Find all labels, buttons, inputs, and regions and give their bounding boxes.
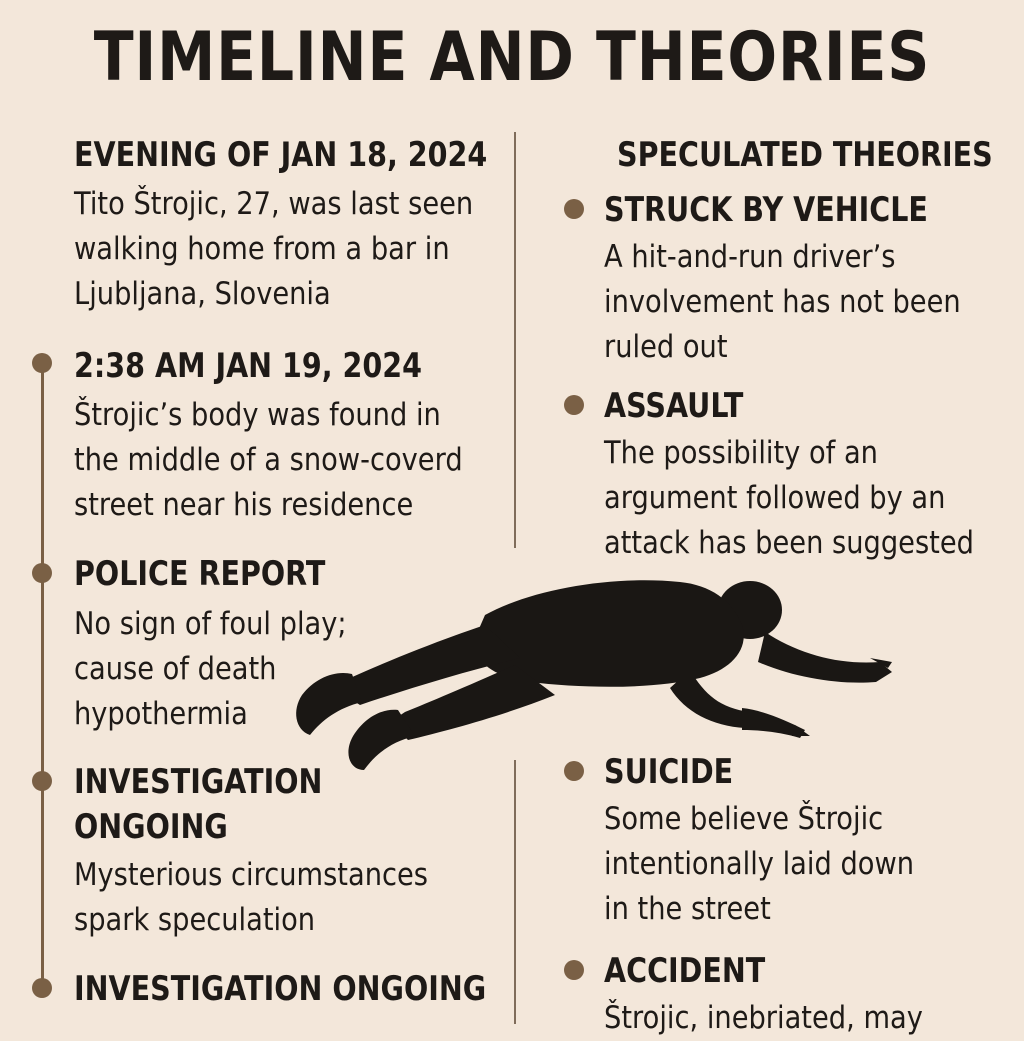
timeline-text-2a: Štrojic’s body was found in — [74, 397, 441, 433]
timeline-text-1a: Tito Štrojic, 27, was last seen — [74, 186, 474, 222]
lying-figure-silhouette-icon — [280, 570, 900, 780]
page-title: TIMELINE AND THEORIES — [93, 18, 931, 97]
timeline-text-1c: Ljubljana, Slovenia — [74, 276, 331, 312]
timeline-heading-4a: INVESTIGATION — [74, 762, 323, 802]
timeline-heading-1: EVENING OF JAN 18, 2024 — [74, 135, 488, 175]
column-divider-top — [514, 132, 516, 548]
theory-text-2a: The possibility of an — [604, 435, 878, 471]
timeline-dot-icon — [32, 978, 52, 998]
theories-header: SPECULATED THEORIES — [617, 135, 993, 175]
timeline-heading-4b: ONGOING — [74, 807, 228, 847]
timeline-text-3c: hypothermia — [74, 696, 248, 732]
timeline-dot-icon — [32, 771, 52, 791]
timeline-text-2b: the middle of a snow-coverd — [74, 442, 463, 478]
timeline-heading-3: POLICE REPORT — [74, 554, 326, 594]
theory-heading-4: ACCIDENT — [604, 951, 766, 991]
bullet-dot-icon — [564, 199, 584, 219]
timeline-text-4b: spark speculation — [74, 902, 316, 938]
column-divider-bottom — [514, 760, 516, 1024]
timeline-heading-2: 2:38 AM JAN 19, 2024 — [74, 346, 423, 386]
theory-heading-3: SUICIDE — [604, 752, 734, 792]
theory-text-1b: involvement has not been — [604, 284, 961, 320]
theory-heading-1: STRUCK BY VEHICLE — [604, 190, 928, 230]
timeline-line — [41, 362, 44, 990]
timeline-heading-5: INVESTIGATION ONGOING — [74, 969, 487, 1009]
timeline-text-3a: No sign of foul play; — [74, 606, 347, 642]
theory-text-3b: intentionally laid down — [604, 846, 915, 882]
theory-text-1a: A hit-and-run driver’s — [604, 239, 896, 275]
timeline-text-3b: cause of death — [74, 651, 277, 687]
theory-text-2b: argument followed by an — [604, 480, 946, 516]
bullet-dot-icon — [564, 960, 584, 980]
theory-heading-2: ASSAULT — [604, 386, 744, 426]
theory-text-1c: ruled out — [604, 329, 728, 365]
timeline-text-2c: street near his residence — [74, 487, 414, 523]
theory-text-3c: in the street — [604, 891, 771, 927]
bullet-dot-icon — [564, 395, 584, 415]
timeline-dot-icon — [32, 353, 52, 373]
timeline-dot-icon — [32, 563, 52, 583]
theory-text-3a: Some believe Štrojic — [604, 801, 884, 837]
timeline-text-4a: Mysterious circumstances — [74, 857, 429, 893]
theory-text-2c: attack has been suggested — [604, 525, 974, 561]
timeline-text-1b: walking home from a bar in — [74, 231, 450, 267]
theory-text-4a: Štrojic, inebriated, may — [604, 1000, 923, 1036]
